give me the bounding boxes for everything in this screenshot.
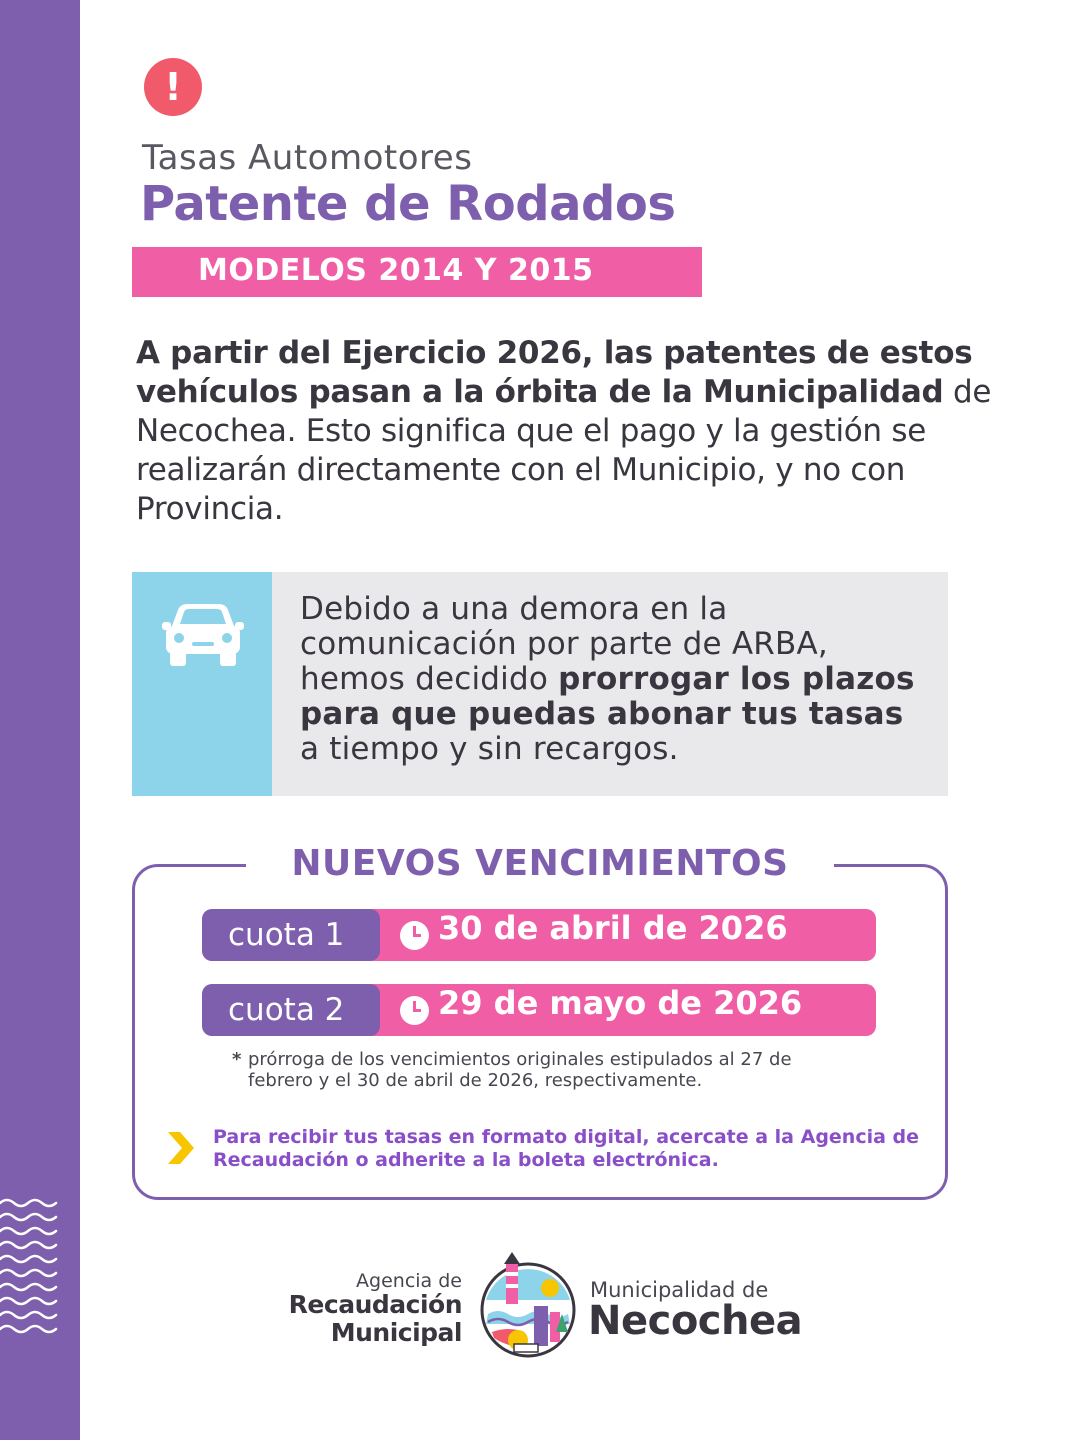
- agency-logo-small: Agencia de: [356, 1270, 462, 1292]
- chevron-right-icon: [166, 1130, 196, 1166]
- municipality-logo-name: Necochea: [588, 1298, 803, 1344]
- notice-box: [132, 572, 948, 796]
- models-banner: [132, 247, 702, 297]
- side-bar: [0, 0, 80, 1440]
- intro-bold: A partir del Ejercicio 2026, las patentes de estos vehículos pasan a la órbita de la Municipalidad: [136, 335, 973, 410]
- due-dates-title: NUEVOS VENCIMIENTOS: [246, 842, 834, 886]
- clock-icon: [400, 996, 429, 1025]
- footnote: [232, 1049, 832, 1091]
- notice-part1: Debido a una demora en la comunicación por parte de ARBA, hemos decidido: [300, 591, 828, 697]
- agency-logo-line2: Municipal: [330, 1318, 462, 1347]
- necochea-seal-logo: [478, 1248, 578, 1360]
- quota-row-1: [202, 909, 876, 961]
- alert-icon: !: [144, 58, 202, 116]
- page-title: Patente de Rodados: [140, 176, 676, 232]
- quota-2-label: cuota 2: [202, 984, 380, 1036]
- notice-text: [300, 592, 930, 767]
- digital-bill-cta: Para recibir tus tasas en formato digital, acercate a la Agencia de Recaudación o adherite a la boleta electrónica.: [213, 1126, 920, 1171]
- footnote-text: prórroga de los vencimientos originales estipulados al 27 de febrero y el 30 de abril de 2026, respectivamente.: [248, 1049, 792, 1091]
- quota-row-2: [202, 984, 876, 1036]
- intro-paragraph: [136, 334, 996, 529]
- footnote-mark: *: [232, 1049, 242, 1070]
- clock-icon: [400, 921, 429, 950]
- quota-1-label: cuota 1: [202, 909, 380, 961]
- quota-2-date: 29 de mayo de 2026: [438, 984, 803, 1022]
- notice-icon-panel: [132, 572, 272, 796]
- waves-decoration: [0, 1195, 58, 1335]
- quota-1-date: 30 de abril de 2026: [438, 909, 788, 947]
- notice-bold: prorrogar los plazos para que puedas abonar tus tasas: [300, 661, 915, 732]
- car-icon: [162, 602, 244, 668]
- subtitle: Tasas Automotores: [142, 138, 473, 178]
- notice-part2: a tiempo y sin recargos.: [300, 731, 679, 767]
- intro-regular: de Necochea. Esto significa que el pago y la gestión se realizarán directamente con el Municipio, y no con Provincia.: [136, 374, 992, 527]
- agency-logo-line1: Recaudación: [288, 1290, 462, 1319]
- models-label: MODELOS 2014 Y 2015: [198, 253, 594, 288]
- municipality-logo-small: Municipalidad de: [590, 1278, 769, 1302]
